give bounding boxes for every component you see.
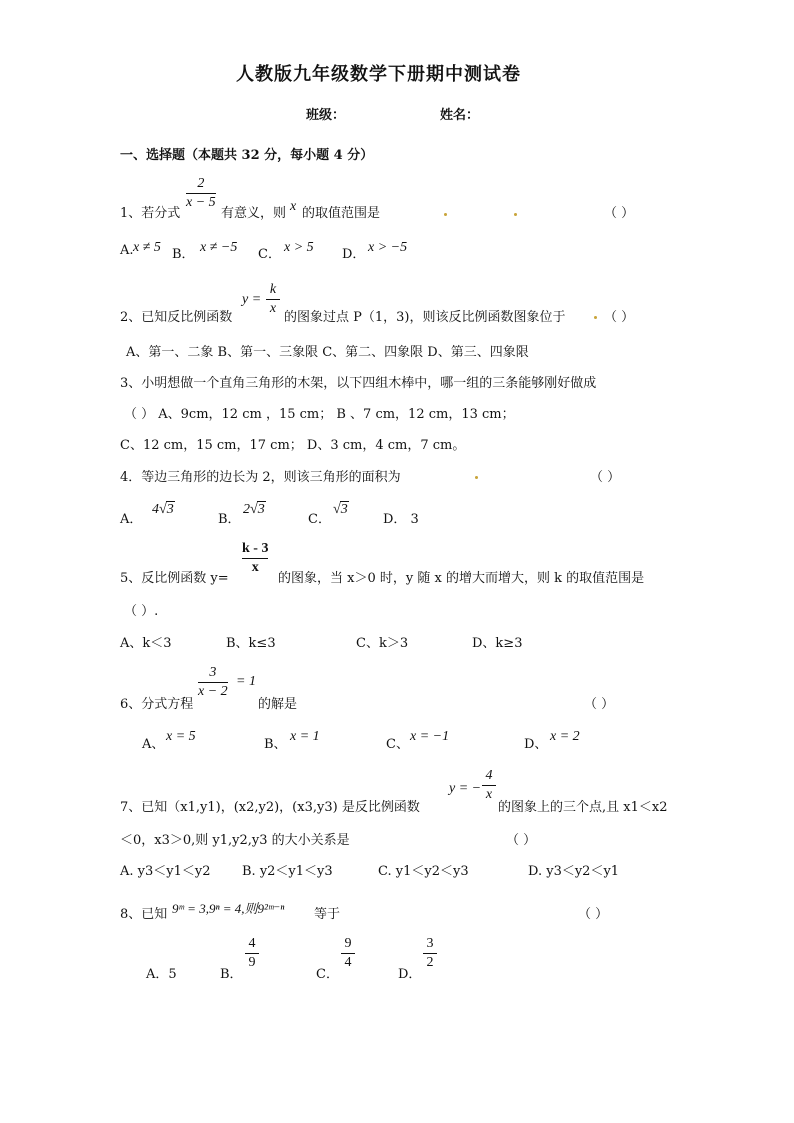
question-stem: 的取值范围是 [302,206,381,221]
option-a[interactable]: A. y3＜y1＜y2 [120,864,211,879]
option-d[interactable]: 3 2 [423,936,437,971]
mark-dot [444,213,447,216]
question-stem: 5、反比例函数 y= [120,571,229,586]
option-label: B． [172,247,195,262]
question-stem: 的图象上的三个点,且 x1＜x2 [498,800,668,815]
option-b[interactable]: x ≠ −5 [200,240,238,255]
option-a[interactable]: 4√3 [152,502,174,517]
option-b[interactable]: 4 9 [245,936,259,971]
option-c[interactable]: √3 [333,502,348,517]
option-a[interactable]: x = 5 [166,729,196,744]
question-stem: 4．等边三角形的边长为 2，则该三角形的面积为 [120,470,401,485]
question-stem: 等于 [314,907,341,922]
option-label: D、 [524,737,548,752]
option-c[interactable]: 9 4 [341,936,355,971]
option-label: C． [258,247,281,262]
option-b[interactable]: B. y2＜y1＜y3 [242,864,333,879]
question-stem: 的图象，当 x＞0 时，y 随 x 的增大而增大，则 k 的取值范围是 [278,571,645,586]
option-label: B． [220,967,243,982]
option-a[interactable]: A、k＜3 [120,636,172,651]
fraction: k - 3 x [242,541,269,575]
mark-dot [594,316,597,319]
option-c[interactable]: C、k＞3 [356,636,409,651]
variable: x [290,199,297,214]
fraction: 2 x − 5 [186,176,216,210]
option-label: C、 [386,737,409,752]
formula-lhs: y = − [449,781,482,796]
option-label: A． [120,512,143,527]
option-c[interactable]: C. y1＜y2＜y3 [378,864,469,879]
option-label: B． [218,512,241,527]
question-stem: 3、小明想做一个直角三角形的木架，以下四组木棒中，哪一组的三条能够刚好做成 [120,376,597,391]
option-d[interactable]: x > −5 [368,240,408,255]
answer-paren: （ ） [604,310,635,325]
option-b[interactable]: x = 1 [290,729,320,744]
option-b[interactable]: B、k≤3 [226,636,276,651]
option-a[interactable]: A．5 [146,967,177,982]
option-b[interactable]: 2√3 [243,502,265,517]
question-stem: 有意义，则 [221,206,287,221]
answer-paren: （ ） [604,206,635,221]
mark-dot [475,476,478,479]
option-label: A、 [142,737,165,752]
question-stem: ＜0，x3＞0,则 y1,y2,y3 的大小关系是 [120,833,350,848]
question-stem: 1、若分式 [120,206,181,221]
mark-dot [514,213,517,216]
option-label: A. [120,243,134,258]
question-stem: 2、已知反比例函数 [120,310,233,325]
answer-paren: （ ） [506,833,537,848]
option-a[interactable]: x ≠ 5 [133,240,161,255]
fraction: 3 x − 2 [198,665,228,699]
question-stem: 7、已知（x1,y1)，(x2,y2)，(x3,y3) 是反比例函数 [120,800,420,815]
equation-rhs: = 1 [236,674,256,689]
option-label: D． [398,967,422,982]
option-d[interactable]: D. y3＜y2＜y1 [528,864,620,879]
option-label: C． [316,967,339,982]
option-label: B、 [264,737,287,752]
answer-paren: （ ）. [124,604,159,619]
question-stem: 的解是 [258,697,298,712]
page-title: 人教版九年级数学下册期中测试卷 [236,64,521,85]
fraction: 4 x [482,768,496,803]
formula: 9ᵐ = 3,9ⁿ = 4,则9²ᵐ⁻ⁿ [172,901,285,916]
question-stem: 8、已知 [120,907,168,922]
answer-paren: （ ） [578,907,609,922]
fraction: k x [266,282,280,317]
question-stem: 6、分式方程 [120,697,194,712]
options-line: C、12 cm，15 cm，17 cm； D、3 cm，4 cm，7 cm。 [120,438,466,453]
question-stem: 的图象过点 P（1，3)，则该反比例函数图象位于 [284,310,566,325]
name-label: 姓名： [440,108,480,123]
class-label: 班级： [306,108,346,123]
option-label: D． [342,247,366,262]
options-line: A、第一、二象 B、第一、三象限 C、第二、四象限 D、第三、四象限 [126,345,529,360]
answer-paren: （ ） [590,470,621,485]
option-d[interactable]: D． 3 [383,512,419,527]
options-line: （ ） A、9cm，12 cm ，15 cm； B 、7 cm，12 cm，13 cm； [124,407,515,422]
option-d[interactable]: x = 2 [550,729,580,744]
formula-lhs: y = [242,292,262,307]
option-c[interactable]: x > 5 [284,240,314,255]
option-c[interactable]: x = −1 [410,729,450,744]
section-heading: 一、选择题（本题共 32 分，每小题 4 分） [120,148,374,163]
answer-paren: （ ） [584,697,615,712]
option-label: C． [308,512,331,527]
option-d[interactable]: D、k≥3 [472,636,523,651]
